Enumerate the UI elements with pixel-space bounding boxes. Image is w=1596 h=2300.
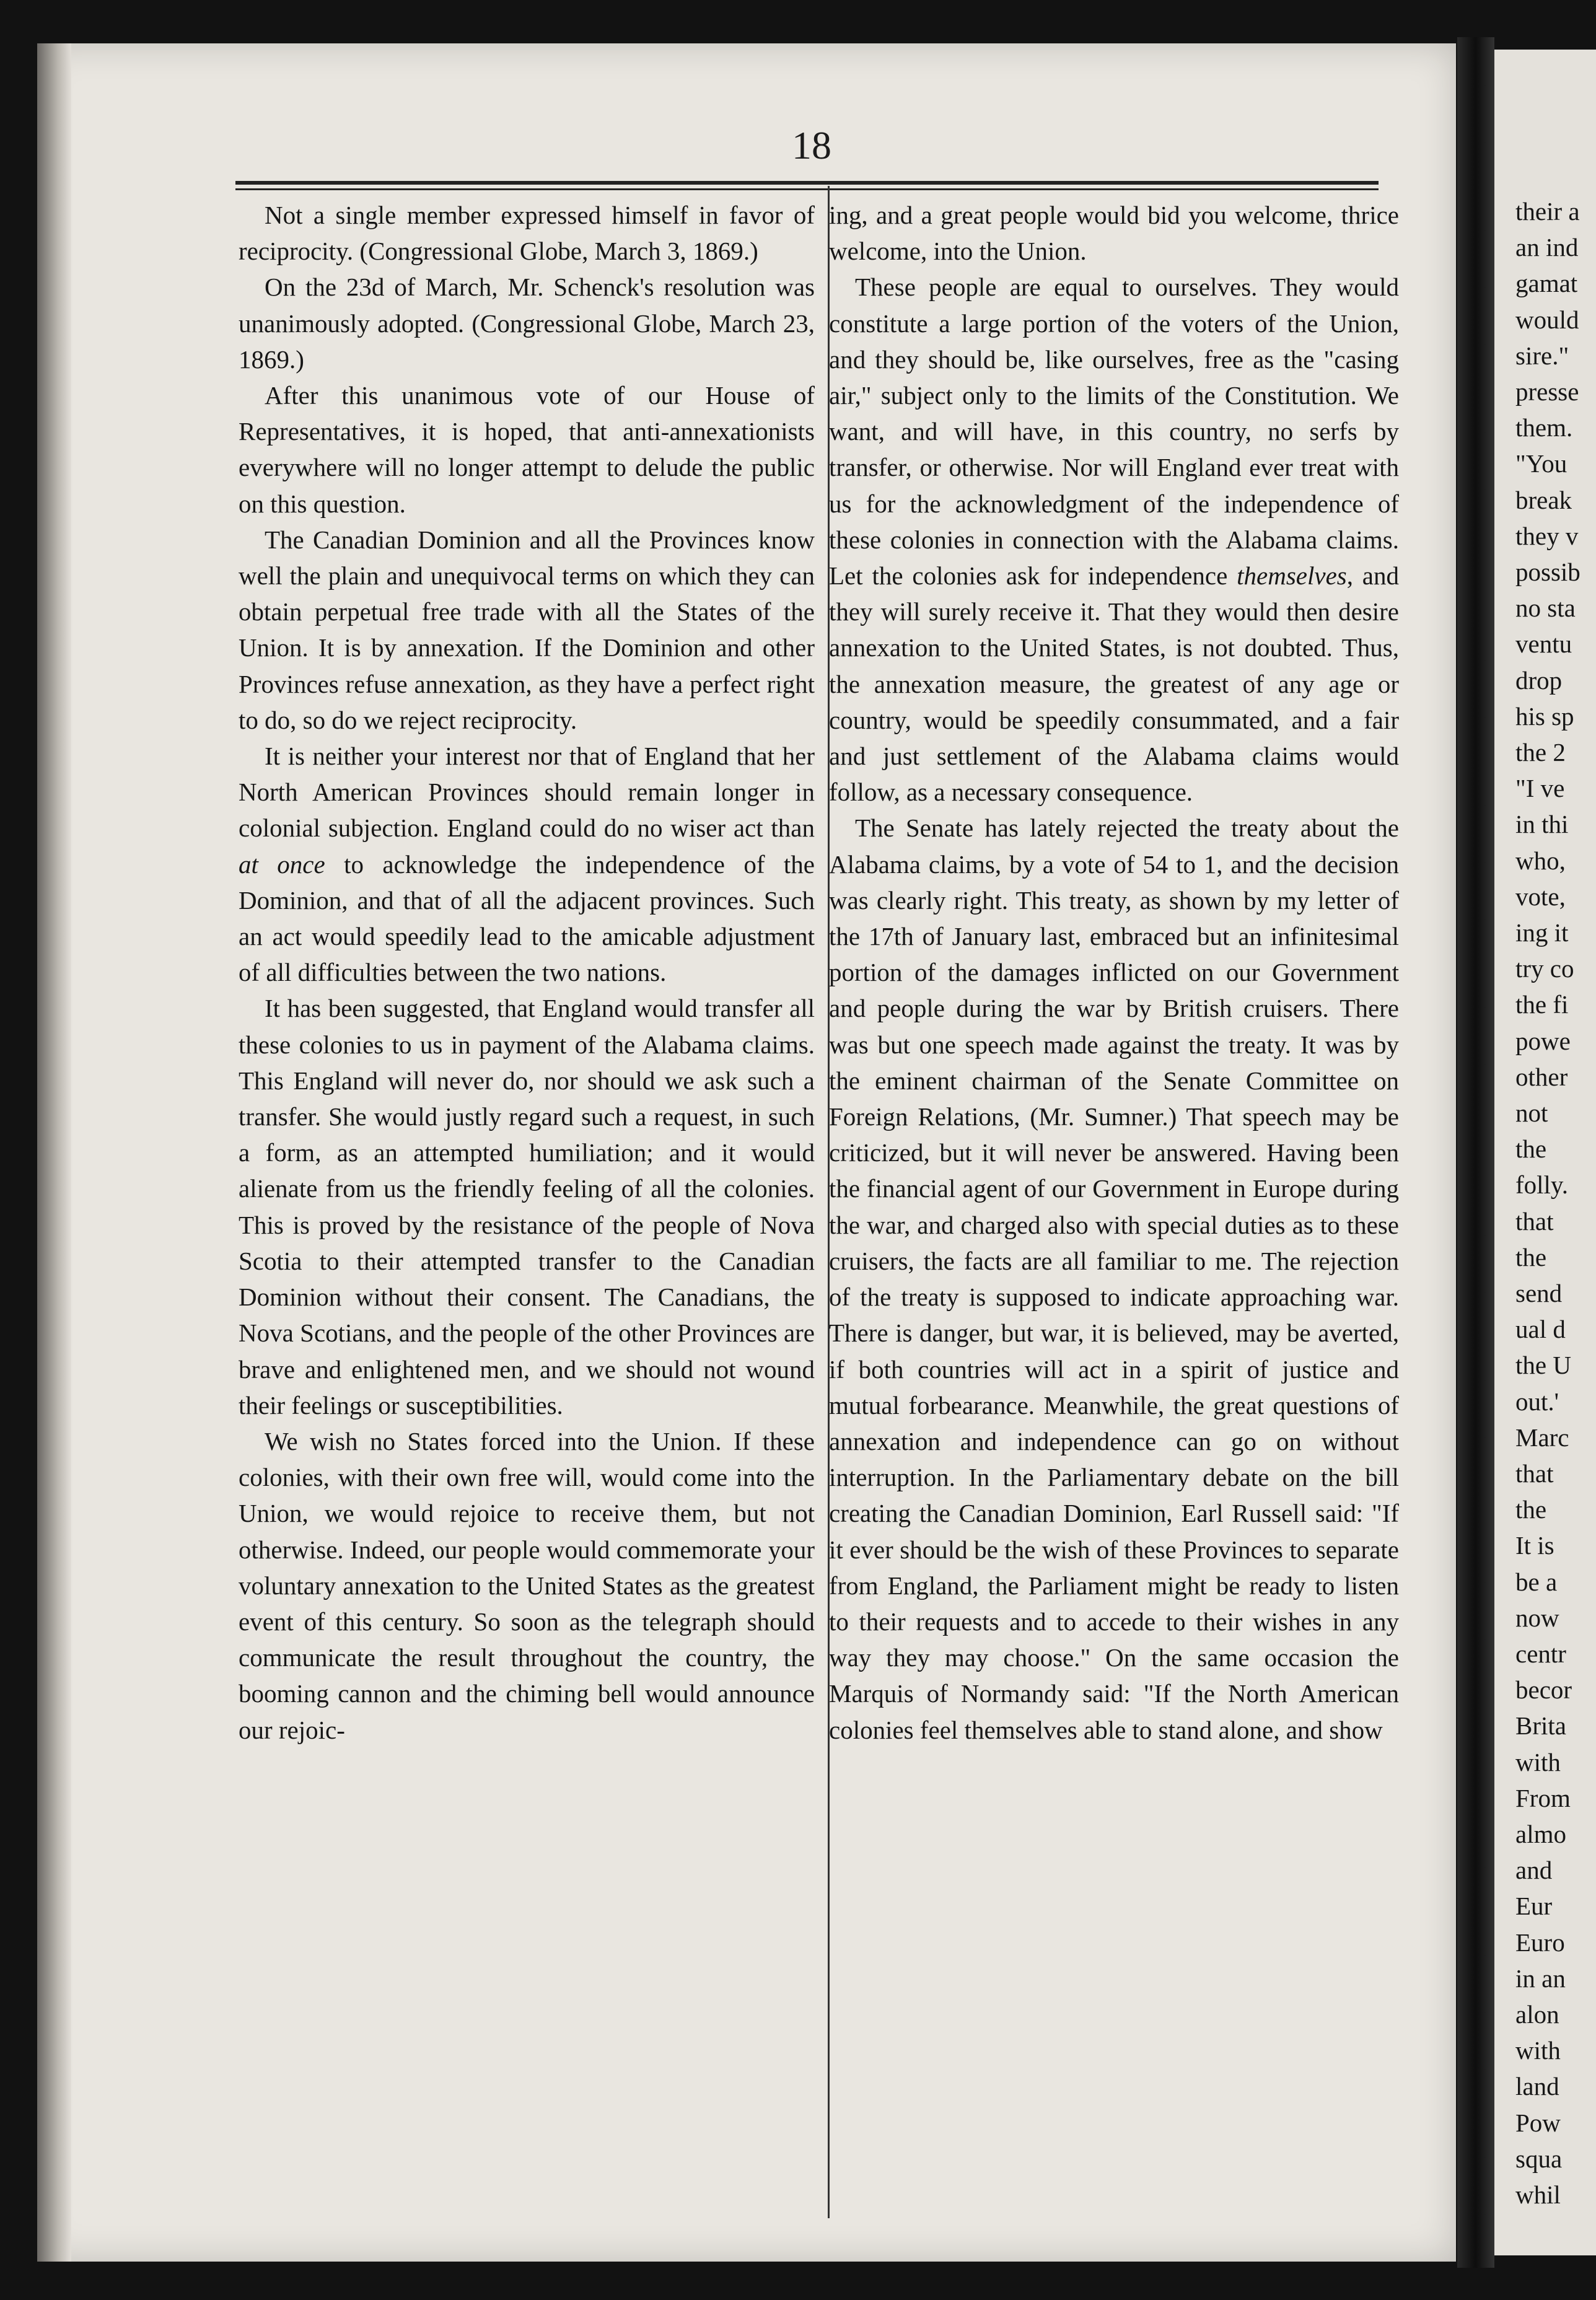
fragment-line: who, [1515, 846, 1566, 875]
fragment-line: presse [1515, 377, 1579, 406]
fragment-line: ventu [1515, 630, 1572, 659]
paragraph: We wish no States forced into the Union. If these colonies, with their own free will, would come into the Union, we would rejoice to receive them, but not otherwise. Indeed, our people would commemorate your voluntary annexation to the United States as the greatest event of this century. So soon as the telegraph should communicate the result throughout the country, the booming cannon and the chiming bell would announce our rejoic- [239, 1426, 815, 1744]
fragment-line: try co [1515, 954, 1574, 983]
fragment-line: whil [1515, 2180, 1561, 2209]
page-binding-edge [37, 43, 71, 2262]
italic-emphasis: at once [239, 849, 325, 879]
fragment-line: alon [1515, 2000, 1559, 2029]
fragment-line: his sp [1515, 701, 1574, 731]
page-number: 18 [792, 123, 831, 167]
fragment-line: and [1515, 1856, 1553, 1885]
fragment-line: powe [1515, 1026, 1571, 1055]
text-column-right [829, 197, 1399, 2229]
fragment-line: "I ve [1515, 774, 1565, 803]
fragment-line: Euro [1515, 1928, 1565, 1957]
fragment-line: "You [1515, 449, 1568, 478]
fragment-line: It is [1515, 1531, 1554, 1560]
page-gutter-fold [1457, 37, 1494, 2268]
fragment-line: ing it [1515, 918, 1569, 947]
paragraph: The Canadian Dominion and all the Provinces know well the plain and unequivocal terms on which they can obtain perpetual free trade with all the States of the Union. It is by annexation. If the Dominion and other Provinces refuse annexation, as they have a perfect right to do, so do we reject reciprocity. [239, 525, 815, 734]
paragraph: It has been suggested, that England would transfer all these colonies to us in payment of the Alabama claims. This England will never do, nor should we ask such a transfer. She would justly regard such a request, in such a form, as an attempted humiliation; and it would alienate from us the friendly feeling of all the colonies. This is proved by the resistance of the people of Nova Scotia to their attempted transfer to the Canadian Dominion without their consent. The Canadians, the Nova Scotians, and the people of the other Provinces are brave and enlightened men, and we should not wound their feelings or susceptibilities. [239, 994, 815, 1420]
paragraph-continued: ing, and a great people would bid you welcome, thrice welcome, into the Union. [829, 201, 1399, 266]
fragment-line: now [1515, 1603, 1559, 1632]
fragment-line: sire." [1515, 341, 1569, 370]
fragment-line: the fi [1515, 990, 1569, 1019]
paragraph-with-italic: It is neither your interest nor that of England that her North American Provinces should remain longer in colonial subjection. England could do no wiser act than at once to acknowledge the independence of the Dominion, and that of all the adjacent provinces. Such an act would speedily lead to the amicable adjustment of all difficulties between the two nations. [239, 742, 815, 987]
fragment-line: in thi [1515, 810, 1569, 839]
fragment-line: drop [1515, 665, 1563, 695]
fragment-line: send [1515, 1279, 1563, 1307]
paragraph-with-italic: These people are equal to ourselves. They would constitute a large portion of the voters of the Union, and they should be, like ourselves, free as the "casing air," subject only to the limits of the Constitution. We want, and will have, in this country, no serfs by transfer, or otherwise. Nor will England ever treat with us for the acknowledgment of the independence of these colonies in connection with the Alabama claims. Let the colonies ask for independence themselves, and they will surely receive it. That they would then desire annexation to the United States, is not doubted. Thus, the annexation measure, the greatest of any age or country, would be speedily consummated, and a fair and just settlement of the Alabama claims would follow, as a necessary consequence. [829, 273, 1399, 807]
paragraph: After this unanimous vote of our House of Representatives, it is hoped, that anti-annexationists everywhere will no longer attempt to delude the public on this question. [239, 381, 815, 518]
text-column-left [239, 197, 815, 2229]
paragraph: The Senate has lately rejected the treaty about the Alabama claims, by a vote of 54 to 1, and the decision was clearly right. This treaty, as shown by my letter of the 17th of January last, embraced but an infinitesimal portion of the damages inflicted on our Government and people during the war by British cruisers. There was but one speech made against the treaty. It was by the eminent chairman of the Senate Committee on Foreign Relations, (Mr. Sumner.) That speech may be criticized, but it will never be answered. Having been the financial agent of our Government in Europe during the war, and charged also with special duties as to these cruisers, the facts are all familiar to me. The rejection of the treaty is supposed to indicate approaching war. There is danger, but war, it is believed, may be averted, if both countries will act in a spirit of justice and mutual forbearance. Meanwhile, the great questions of annexation and independence can go on without interruption. In the Parliamentary debate on the bill creating the Canadian Dominion, Earl Russell said: "If it ever should be the wish of these Provinces to separate from England, the Parliament might be ready to listen to their requests and to accede to their wishes in any way they may choose." On the same occasion the Marquis of Normandy said: "If the North American colonies feel themselves able to stand alone, and show [829, 814, 1399, 1744]
fragment-line: not [1515, 1099, 1548, 1127]
italic-emphasis: themselves [1237, 561, 1347, 590]
fragment-line: the [1515, 1135, 1547, 1164]
fragment-line: Eur [1515, 1892, 1553, 1921]
fragment-line: From [1515, 1783, 1571, 1812]
fragment-line: other [1515, 1062, 1568, 1091]
fragment-line: in an [1515, 1964, 1566, 1993]
fragment-line: ual d [1515, 1315, 1566, 1344]
fragment-line: Brita [1515, 1711, 1566, 1740]
fragment-line: Marc [1515, 1423, 1569, 1452]
fragment-line: that [1515, 1459, 1554, 1488]
fragment-line: centr [1515, 1639, 1566, 1668]
fragment-line: folly. [1515, 1170, 1569, 1200]
fragment-line: they v [1515, 521, 1579, 550]
fragment-line: the [1515, 1495, 1547, 1524]
fragment-line: with [1515, 2036, 1561, 2065]
adjacent-page-fragment [1494, 50, 1596, 2255]
fragment-line: an ind [1515, 233, 1579, 262]
fragment-line: them. [1515, 413, 1573, 442]
fragment-line: squa [1515, 2144, 1563, 2173]
fragment-line: vote, [1515, 882, 1566, 911]
fragment-line: no sta [1515, 594, 1576, 623]
header-rule-thick [235, 181, 1379, 185]
fragment-line: the 2 [1515, 738, 1566, 766]
fragment-line: possib [1515, 558, 1581, 586]
fragment-line: break [1515, 485, 1572, 514]
fragment-line: be a [1515, 1567, 1558, 1596]
fragment-line: becor [1515, 1675, 1572, 1705]
paragraph: On the 23d of March, Mr. Schenck's resolution was unanimously adopted. (Congressional Globe, March 23, 1869.) [239, 273, 815, 374]
fragment-line: Pow [1515, 2108, 1561, 2137]
fragment-line: gamat [1515, 269, 1578, 298]
fragment-line: with [1515, 1747, 1561, 1776]
fragment-line: the [1515, 1242, 1547, 1271]
fragment-line: their a [1515, 197, 1580, 226]
fragment-line: would [1515, 305, 1579, 334]
fragment-line: almo [1515, 1820, 1566, 1848]
fragment-line: land [1515, 2072, 1559, 2101]
fragment-line: the U [1515, 1351, 1571, 1380]
fragment-line: out.' [1515, 1387, 1559, 1416]
paragraph: Not a single member expressed himself in favor of reciprocity. (Congressional Globe, March 3, 1869.) [239, 201, 815, 266]
fragment-line: that [1515, 1206, 1554, 1236]
header-rule-thin [235, 188, 1379, 190]
